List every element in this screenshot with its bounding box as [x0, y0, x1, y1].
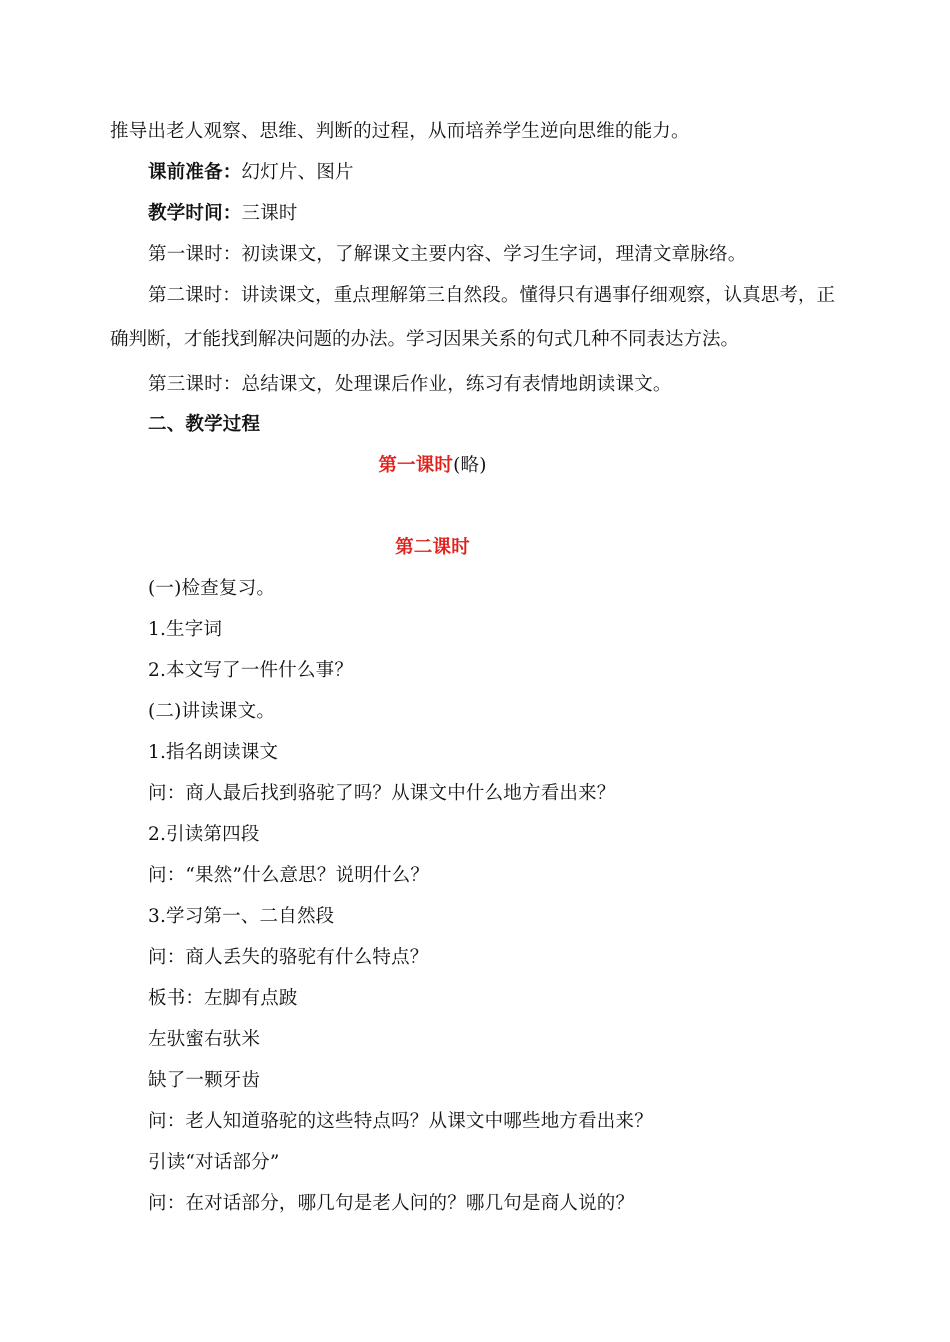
time-value: 三课时: [241, 203, 298, 224]
list-item: 2.引读第四段: [148, 824, 260, 845]
list-item: 问：老人知道骆驼的这些特点吗？从课文中哪些地方看出来？: [148, 1111, 653, 1132]
list-item: 1.指名朗读课文: [148, 742, 279, 763]
list-item: 问：“果然”什么意思？说明什么？: [148, 865, 430, 886]
time-label: 教学时间：: [148, 203, 242, 224]
list-item: 1.生字词: [148, 619, 223, 640]
section-heading-teaching-process: 二、教学过程: [148, 414, 261, 435]
prep-label: 课前准备：: [148, 162, 242, 183]
time-line: [148, 202, 298, 226]
list-item: (二)讲读课文。: [148, 701, 276, 722]
list-item: 左驮蜜右驮米: [148, 1029, 261, 1050]
prep-value: 幻灯片、图片: [241, 162, 354, 183]
lesson1-description: 第一课时：初读课文，了解课文主要内容、学习生字词，理清文章脉络。: [148, 244, 747, 265]
paragraph-intro-continuation: 推导出老人观察、思维、判断的过程，从而培养学生逆向思维的能力。: [110, 121, 690, 142]
lesson3-description: 第三课时：总结课文，处理课后作业，练习有表情地朗读课文。: [148, 374, 672, 395]
lesson1-heading: [0, 454, 865, 478]
lesson2-description: 第二课时：讲读课文，重点理解第三自然段。懂得只有遇事仔细观察，认真思考，正确判断，才能找到解决问题的办法。学习因果关系的句式几种不同表达方法。: [110, 285, 835, 350]
list-item: 引读“对话部分”: [148, 1152, 280, 1173]
list-item: 问：商人最后找到骆驼了吗？从课文中什么地方看出来？: [148, 783, 616, 804]
prep-line: [148, 161, 354, 185]
lesson1-heading-note: (略): [453, 455, 487, 476]
list-item: 板书：左脚有点跛: [148, 988, 298, 1009]
list-item: 缺了一颗牙齿: [148, 1070, 261, 1091]
lesson2-heading: 第二课时: [395, 537, 470, 558]
list-item: 问：商人丢失的骆驼有什么特点？: [148, 947, 429, 968]
list-item: 问：在对话部分，哪几句是老人问的？哪几句是商人说的？: [148, 1193, 635, 1214]
lesson1-heading-title: 第一课时: [378, 455, 454, 476]
list-item: (一)检查复习。: [148, 578, 276, 599]
list-item: 2.本文写了一件什么事？: [148, 660, 354, 681]
list-item: 3.学习第一、二自然段: [148, 906, 335, 927]
